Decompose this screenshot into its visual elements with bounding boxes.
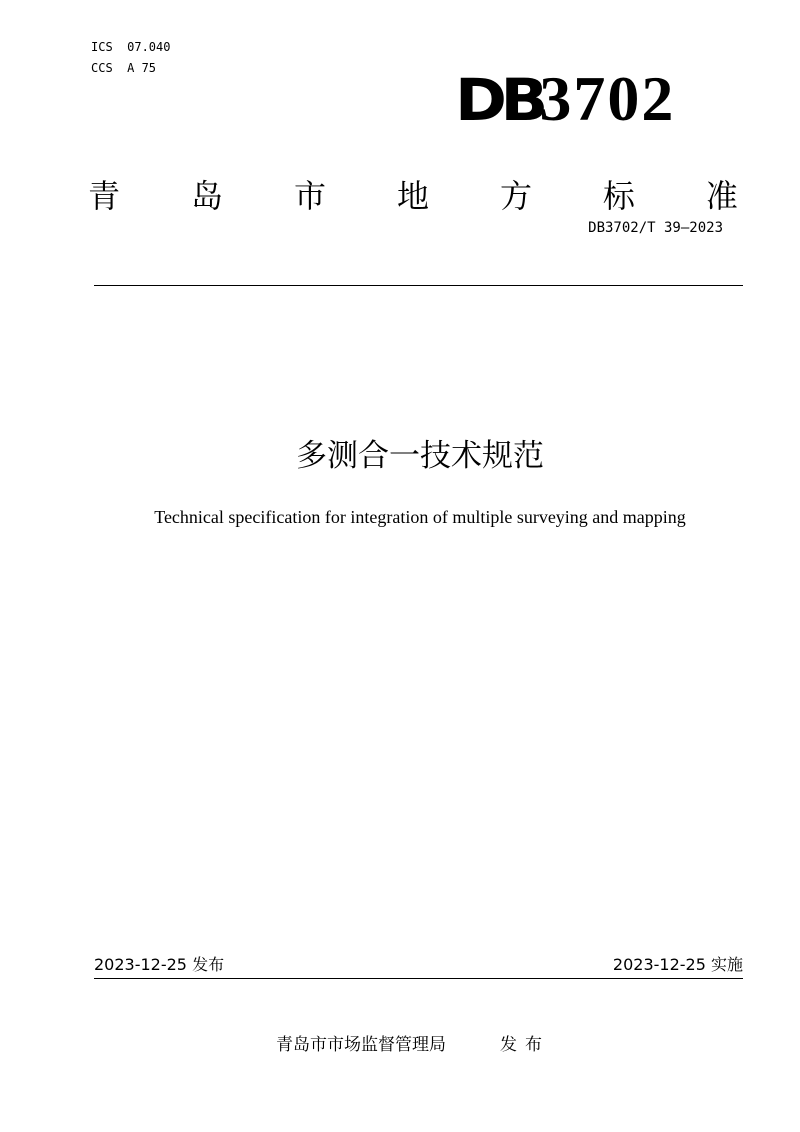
bottom-divider (94, 978, 743, 979)
top-divider (94, 285, 743, 286)
db-logo-letters: DB (455, 66, 542, 134)
standard-type-char: 青 (88, 177, 121, 215)
publish-date: 2023-12-25 发布 (94, 955, 225, 974)
standard-type-char: 方 (499, 177, 532, 215)
ccs-code: CCS A 75 (91, 61, 157, 75)
standard-type-char: 岛 (190, 177, 223, 215)
document-title-chinese: 多测合一技术规范 (296, 438, 544, 474)
issuing-authority: 青岛市市场监督管理局 (276, 1035, 446, 1055)
standard-type-char: 准 (705, 177, 738, 215)
implement-date: 2023-12-25 实施 (612, 955, 743, 974)
standard-type-char: 标 (602, 177, 635, 215)
document-title-english: Technical specification for integration of multiple surveying and mapping (154, 507, 686, 527)
ics-code: ICS 07.040 (91, 40, 171, 54)
standard-type-char: 地 (396, 177, 429, 215)
db-logo (455, 63, 676, 134)
issue-label: 发布 (500, 1035, 550, 1055)
standard-type-title (88, 174, 738, 218)
db-logo-number: 3702 (539, 63, 676, 134)
standard-code: DB3702/T 39—2023 (588, 220, 723, 236)
standard-type-char: 市 (293, 177, 326, 215)
